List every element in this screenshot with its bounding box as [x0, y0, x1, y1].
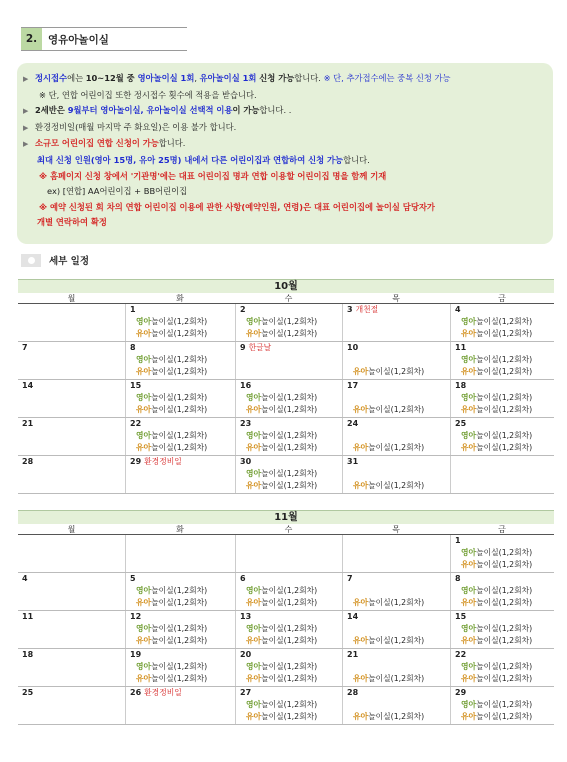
weekday-wed: 수 [284, 294, 293, 303]
bullet-arrow-icon: ▶ [23, 140, 29, 149]
child-playroom-entry: 유아놀이실(1,2회차) [246, 712, 318, 721]
child-playroom-entry: 유아놀이실(1,2회차) [461, 329, 533, 338]
infant-playroom-entry: 영아놀이실(1,2회차) [136, 393, 208, 402]
calendar-week-row [18, 418, 554, 456]
calendar-day-cell [342, 304, 450, 341]
calendar-week-row [18, 380, 554, 418]
calendar-day-cell [18, 573, 125, 610]
day-number: 31 [347, 457, 359, 466]
calendar-day-cell [235, 304, 342, 341]
child-playroom-entry: 유아놀이실(1,2회차) [353, 712, 425, 721]
calendar-day-cell [125, 687, 235, 724]
calendar-day-cell [235, 342, 342, 379]
calendar-day-cell [125, 649, 235, 686]
child-playroom-entry: 유아놀이실(1,2회차) [246, 674, 318, 683]
child-playroom-entry: 유아놀이실(1,2회차) [246, 481, 318, 490]
weekday-header [18, 293, 554, 304]
calendar-week-row [18, 687, 554, 725]
calendar-day-cell [125, 611, 235, 648]
weekday-header [18, 524, 554, 535]
calendar-day-cell [342, 535, 450, 572]
day-number: 22 [455, 650, 467, 659]
calendar-day-cell [125, 535, 235, 572]
section-title: 영유아놀이실 [48, 33, 109, 46]
weekday-tue: 화 [176, 525, 184, 534]
calendar-day-cell [235, 418, 342, 455]
calendar-day-cell [342, 573, 450, 610]
calendar-day-cell [342, 456, 450, 493]
day-number: 14 [347, 612, 359, 621]
holiday-label: 개천절 [355, 305, 379, 314]
calendar-day-cell [18, 649, 125, 686]
infant-playroom-entry: 영아놀이실(1,2회차) [136, 355, 208, 364]
calendar-day-cell [450, 380, 554, 417]
calendar-day-cell [18, 304, 125, 341]
child-playroom-entry: 유아놀이실(1,2회차) [461, 405, 533, 414]
child-playroom-entry: 유아놀이실(1,2회차) [246, 598, 318, 607]
calendar-day-cell [125, 456, 235, 493]
calendar-day-cell [125, 573, 235, 610]
calendar-day-cell [450, 573, 554, 610]
infant-playroom-entry: 영아놀이실(1,2회차) [461, 431, 533, 440]
weekday-thu: 목 [392, 525, 400, 534]
child-playroom-entry: 유아놀이실(1,2회차) [136, 636, 208, 645]
section-number: 2. [21, 28, 42, 50]
child-playroom-entry: 유아놀이실(1,2회차) [246, 443, 318, 452]
notice-line-4: ▶ 환경정비일(매월 마지막 주 화요일)은 이용 불가 합니다. [23, 120, 547, 137]
notice-line-2: ※ 단, 연합 어린이집 또한 정시접수 횟수에 적용을 받습니다. [39, 89, 257, 100]
day-number: 5 [130, 574, 136, 583]
calendar-day-cell [450, 649, 554, 686]
day-number: 4 [455, 305, 461, 314]
sub-title: 세부 일정 [49, 256, 90, 267]
bullet-arrow-icon: ▶ [23, 75, 29, 83]
day-number: 26 [130, 688, 142, 697]
day-number: 25 [455, 419, 467, 428]
day-number: 13 [240, 612, 252, 621]
child-playroom-entry: 유아놀이실(1,2회차) [353, 367, 425, 376]
calendar-day-cell [235, 380, 342, 417]
infant-playroom-entry: 영아놀이실(1,2회차) [461, 317, 533, 326]
calendar-day-cell [125, 380, 235, 417]
notice-box [17, 63, 553, 244]
calendar-week-row [18, 342, 554, 380]
day-number: 8 [130, 343, 136, 352]
calendar-day-cell [235, 456, 342, 493]
day-number: 18 [455, 381, 467, 390]
calendar-day-cell [450, 611, 554, 648]
child-playroom-entry: 유아놀이실(1,2회차) [353, 481, 425, 490]
day-number: 6 [240, 574, 246, 583]
calendar-week-row [18, 456, 554, 494]
calendar-day-cell [450, 304, 554, 341]
child-playroom-entry: 유아놀이실(1,2회차) [461, 712, 533, 721]
day-number: 30 [240, 457, 252, 466]
infant-playroom-entry: 영아놀이실(1,2회차) [246, 431, 318, 440]
bullet-arrow-icon: ▶ [23, 107, 29, 116]
weekday-tue: 화 [176, 294, 184, 303]
day-number: 14 [22, 381, 34, 390]
calendar-week-row [18, 304, 554, 342]
calendar-day-cell [235, 535, 342, 572]
day-number: 20 [240, 650, 252, 659]
notice-line-1: ▶ 정시접수에는 10~12월 중 영아놀이실 1회, 유아놀이실 1회 신청 가능합니다. ※ 단, 추가접수에는 중복 신청 가능 [23, 71, 547, 88]
notice-line-9: ※ 예약 신청된 회 차의 연합 어린이집 이용에 관한 사항(예약인원, 연령)은 대표 어린이집에 놀이실 담당자가 [39, 201, 435, 212]
calendar-day-cell [342, 380, 450, 417]
child-playroom-entry: 유아놀이실(1,2회차) [461, 560, 533, 569]
day-number: 4 [22, 574, 28, 583]
child-playroom-entry: 유아놀이실(1,2회차) [461, 367, 533, 376]
infant-playroom-entry: 영아놀이실(1,2회차) [246, 586, 318, 595]
calendar-day-cell [450, 535, 554, 572]
child-playroom-entry: 유아놀이실(1,2회차) [136, 598, 208, 607]
day-number: 18 [22, 650, 34, 659]
infant-playroom-entry: 영아놀이실(1,2회차) [461, 624, 533, 633]
day-number: 15 [455, 612, 467, 621]
day-number: 28 [347, 688, 359, 697]
day-number: 8 [455, 574, 461, 583]
calendar-week-row [18, 649, 554, 687]
day-number: 19 [130, 650, 142, 659]
infant-playroom-entry: 영아놀이실(1,2회차) [246, 393, 318, 402]
day-number: 12 [130, 612, 142, 621]
infant-playroom-entry: 영아놀이실(1,2회차) [136, 317, 208, 326]
child-playroom-entry: 유아놀이실(1,2회차) [246, 329, 318, 338]
month-title: 11월 [18, 510, 554, 524]
child-playroom-entry: 유아놀이실(1,2회차) [461, 443, 533, 452]
infant-playroom-entry: 영아놀이실(1,2회차) [461, 393, 533, 402]
calendar-day-cell [450, 342, 554, 379]
child-playroom-entry: 유아놀이실(1,2회차) [461, 674, 533, 683]
day-number: 1 [130, 305, 136, 314]
day-number: 9 [240, 343, 246, 352]
calendar-day-cell [450, 687, 554, 724]
holiday-label: 환경정비일 [144, 688, 182, 697]
infant-playroom-entry: 영아놀이실(1,2회차) [461, 586, 533, 595]
notice-line-3: ▶ 2세반은 9월부터 영아놀이실, 유아놀이실 선택적 이용이 가능합니다. . [23, 103, 547, 120]
day-number: 28 [22, 457, 34, 466]
calendar-day-cell [18, 418, 125, 455]
child-playroom-entry: 유아놀이실(1,2회차) [461, 636, 533, 645]
infant-playroom-entry: 영아놀이실(1,2회차) [246, 469, 318, 478]
day-number: 11 [22, 612, 34, 621]
weekday-mon: 월 [67, 525, 76, 534]
calendar-day-cell [18, 456, 125, 493]
child-playroom-entry: 유아놀이실(1,2회차) [246, 405, 318, 414]
child-playroom-entry: 유아놀이실(1,2회차) [136, 674, 208, 683]
holiday-label: 환경정비일 [144, 457, 182, 466]
day-number: 21 [347, 650, 359, 659]
child-playroom-entry: 유아놀이실(1,2회차) [353, 598, 425, 607]
notice-line-10: 개별 연락하여 확정 [37, 217, 107, 228]
day-number: 25 [22, 688, 34, 697]
circle-icon [21, 254, 41, 267]
month-title: 10월 [18, 279, 554, 293]
bullet-arrow-icon: ▶ [23, 123, 29, 132]
calendar-day-cell [18, 380, 125, 417]
infant-playroom-entry: 영아놀이실(1,2회차) [246, 317, 318, 326]
day-number: 29 [130, 457, 142, 466]
calendar-day-cell [450, 418, 554, 455]
calendar-day-cell [342, 342, 450, 379]
child-playroom-entry: 유아놀이실(1,2회차) [461, 598, 533, 607]
calendar-day-cell [125, 342, 235, 379]
day-number: 24 [347, 419, 359, 428]
calendar-october [18, 279, 554, 494]
sub-header [21, 253, 89, 267]
child-playroom-entry: 유아놀이실(1,2회차) [353, 443, 425, 452]
calendar-day-cell [342, 649, 450, 686]
child-playroom-entry: 유아놀이실(1,2회차) [353, 674, 425, 683]
section-header [21, 27, 187, 51]
calendar-day-cell [18, 611, 125, 648]
calendar-week-row [18, 611, 554, 649]
weekday-fri: 금 [498, 525, 506, 534]
day-number: 7 [22, 343, 28, 352]
infant-playroom-entry: 영아놀이실(1,2회차) [136, 431, 208, 440]
notice-line-7: ※ 홈페이지 신청 창에서 '기관명'에는 대표 어린이집 명과 연합 이용할 어린이집 명을 함께 기재 [39, 170, 387, 181]
infant-playroom-entry: 영아놀이실(1,2회차) [461, 548, 533, 557]
day-number: 23 [240, 419, 252, 428]
weekday-thu: 목 [392, 294, 400, 303]
day-number: 22 [130, 419, 142, 428]
day-number: 2 [240, 305, 246, 314]
calendar-november [18, 510, 554, 725]
calendar-day-cell [235, 687, 342, 724]
day-number: 15 [130, 381, 142, 390]
notice-line-5: ▶ 소규모 어린이집 연합 신청이 가능합니다. [23, 136, 547, 153]
calendar-day-cell [342, 418, 450, 455]
infant-playroom-entry: 영아놀이실(1,2회차) [246, 700, 318, 709]
calendar-day-cell [342, 611, 450, 648]
child-playroom-entry: 유아놀이실(1,2회차) [246, 636, 318, 645]
day-number: 11 [455, 343, 467, 352]
infant-playroom-entry: 영아놀이실(1,2회차) [136, 624, 208, 633]
day-number: 10 [347, 343, 359, 352]
holiday-label: 한글날 [248, 343, 272, 352]
calendar-day-cell [18, 342, 125, 379]
calendar-day-cell [235, 611, 342, 648]
day-number: 27 [240, 688, 252, 697]
infant-playroom-entry: 영아놀이실(1,2회차) [136, 586, 208, 595]
weekday-wed: 수 [284, 525, 293, 534]
calendar-day-cell [125, 304, 235, 341]
child-playroom-entry: 유아놀이실(1,2회차) [136, 367, 208, 376]
day-number: 3 [347, 305, 353, 314]
calendar-day-cell [125, 418, 235, 455]
child-playroom-entry: 유아놀이실(1,2회차) [353, 636, 425, 645]
calendar-day-cell [342, 687, 450, 724]
notice-line-6: 최대 신청 인원(영아 15명, 유아 25명) 내에서 다른 어린이집과 연합하여 신청 가능합니다. [37, 154, 370, 165]
infant-playroom-entry: 영아놀이실(1,2회차) [246, 662, 318, 671]
infant-playroom-entry: 영아놀이실(1,2회차) [461, 355, 533, 364]
calendar-day-cell [18, 687, 125, 724]
calendar-day-cell [18, 535, 125, 572]
calendar-day-cell [450, 456, 554, 493]
weekday-fri: 금 [498, 294, 506, 303]
calendar-day-cell [235, 573, 342, 610]
day-number: 16 [240, 381, 252, 390]
notice-line-8: ex) [연합] AA어린이집 + BB어린이집 [47, 186, 188, 197]
child-playroom-entry: 유아놀이실(1,2회차) [136, 443, 208, 452]
day-number: 1 [455, 536, 461, 545]
child-playroom-entry: 유아놀이실(1,2회차) [136, 329, 208, 338]
day-number: 21 [22, 419, 34, 428]
infant-playroom-entry: 영아놀이실(1,2회차) [461, 700, 533, 709]
calendar-week-row [18, 573, 554, 611]
child-playroom-entry: 유아놀이실(1,2회차) [353, 405, 425, 414]
calendar-week-row [18, 535, 554, 573]
infant-playroom-entry: 영아놀이실(1,2회차) [246, 624, 318, 633]
infant-playroom-entry: 영아놀이실(1,2회차) [461, 662, 533, 671]
day-number: 29 [455, 688, 467, 697]
weekday-mon: 월 [67, 294, 76, 303]
child-playroom-entry: 유아놀이실(1,2회차) [136, 405, 208, 414]
infant-playroom-entry: 영아놀이실(1,2회차) [136, 662, 208, 671]
day-number: 7 [347, 574, 353, 583]
calendar-day-cell [235, 649, 342, 686]
day-number: 17 [347, 381, 359, 390]
